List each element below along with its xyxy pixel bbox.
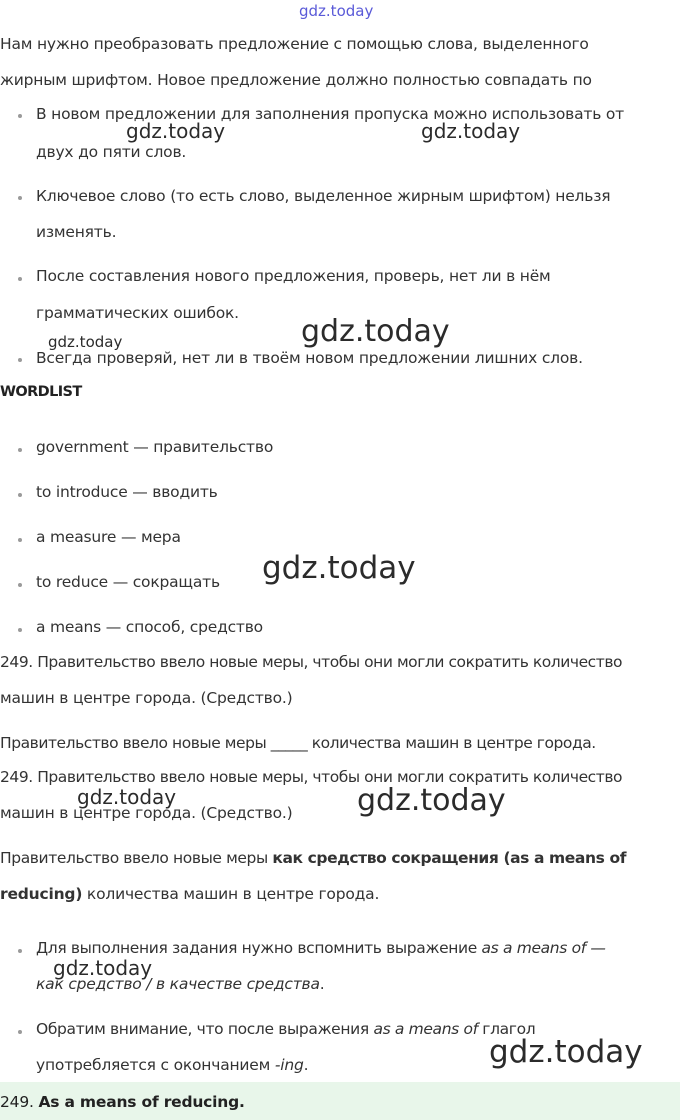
note-item-2-line-1 [36,1020,535,1038]
wordlist-item: a means — способ, средство [36,618,263,636]
solution-line-1 [0,849,626,867]
rule-item-4: Всегда проверяй, нет ли в твоём новом предложении лишних слов. [36,349,583,367]
wordlist-heading: WORDLIST [0,384,82,400]
note-italic: как средство / в качестве средства [36,975,320,993]
list-bullet [18,949,22,953]
rule-item-3-line-2: грамматических ошибок. [36,304,239,322]
list-bullet [18,448,22,452]
note-text: Обратим внимание, что после выражения [36,1020,374,1038]
list-bullet [18,1030,22,1034]
list-bullet [18,538,22,542]
wordlist-item: to reduce — сокращать [36,573,220,591]
note-item-2-line-2 [36,1056,308,1074]
list-bullet [18,493,22,497]
list-bullet [18,628,22,632]
rule-item-2-line-1: Ключевое слово (то есть слово, выделенное жирным шрифтом) нельзя [36,187,611,205]
list-bullet [18,358,22,362]
gap-sentence: Правительство ввело новые меры _____ количества машин в центре города. [0,734,596,752]
watermark: gdz.today [489,1034,643,1070]
note-text: . [319,975,325,993]
wordlist-item: government — правительство [36,438,274,456]
wordlist-item: to introduce — вводить [36,483,218,501]
task-line-2: машин в центре города. (Средство.) [0,689,293,707]
list-bullet [18,196,22,200]
answer-text: As a means of reducing. [38,1093,245,1111]
intro-line-2: жирным шрифтом. Новое предложение должно полностью совпадать по [0,71,592,89]
rule-item-1-line-2: двух до пяти слов. [36,143,187,161]
solution-prefix: Правительство ввело новые меры [0,849,273,867]
solution-line-2 [0,885,379,903]
list-bullet [18,583,22,587]
watermark: gdz.today [77,785,177,809]
watermark: gdz.today [421,119,521,143]
note-italic: as a means of — [481,939,606,957]
task-repeat-line-2: машин в центре города. (Средство.) [0,804,293,822]
solution-suffix: количества машин в центре города. [82,885,380,903]
note-text: употребляется с окончанием [36,1056,275,1074]
answer-number: 249. [0,1093,39,1111]
solution-bold-1: как средство сокращения (as a means of [272,849,627,867]
task-repeat-line-1: 249. Правительство ввело новые меры, чтобы они могли сократить количество [0,768,623,786]
list-bullet [18,114,22,118]
task-line-1: 249. Правительство ввело новые меры, чтобы они могли сократить количество [0,653,623,671]
watermark: gdz.today [53,956,153,980]
rule-item-2-line-2: изменять. [36,223,117,241]
solution-bold-2: reducing) [0,885,83,903]
rule-item-1-line-1: В новом предложении для заполнения пропуска можно использовать от [36,105,624,123]
list-bullet [18,277,22,281]
watermark: gdz.today [48,333,123,351]
wordlist-item: a measure — мера [36,528,181,546]
watermark: gdz.today [126,119,226,143]
note-text: . [303,1056,309,1074]
watermark: gdz.today [301,314,450,349]
answer-line [0,1093,245,1111]
note-italic: as a means of [373,1020,478,1038]
note-text: глагол [477,1020,536,1038]
intro-line-1: Нам нужно преобразовать предложение с помощью слова, выделенного [0,35,589,53]
watermark: gdz.today [357,783,506,818]
note-text: Для выполнения задания нужно вспомнить выражение [36,939,482,957]
watermark: gdz.today [262,550,416,586]
note-item-1-line-1 [36,939,606,957]
rule-item-3-line-1: После составления нового предложения, проверь, нет ли в нём [36,267,551,285]
note-italic: -ing [274,1056,304,1074]
watermark: gdz.today [299,2,374,20]
